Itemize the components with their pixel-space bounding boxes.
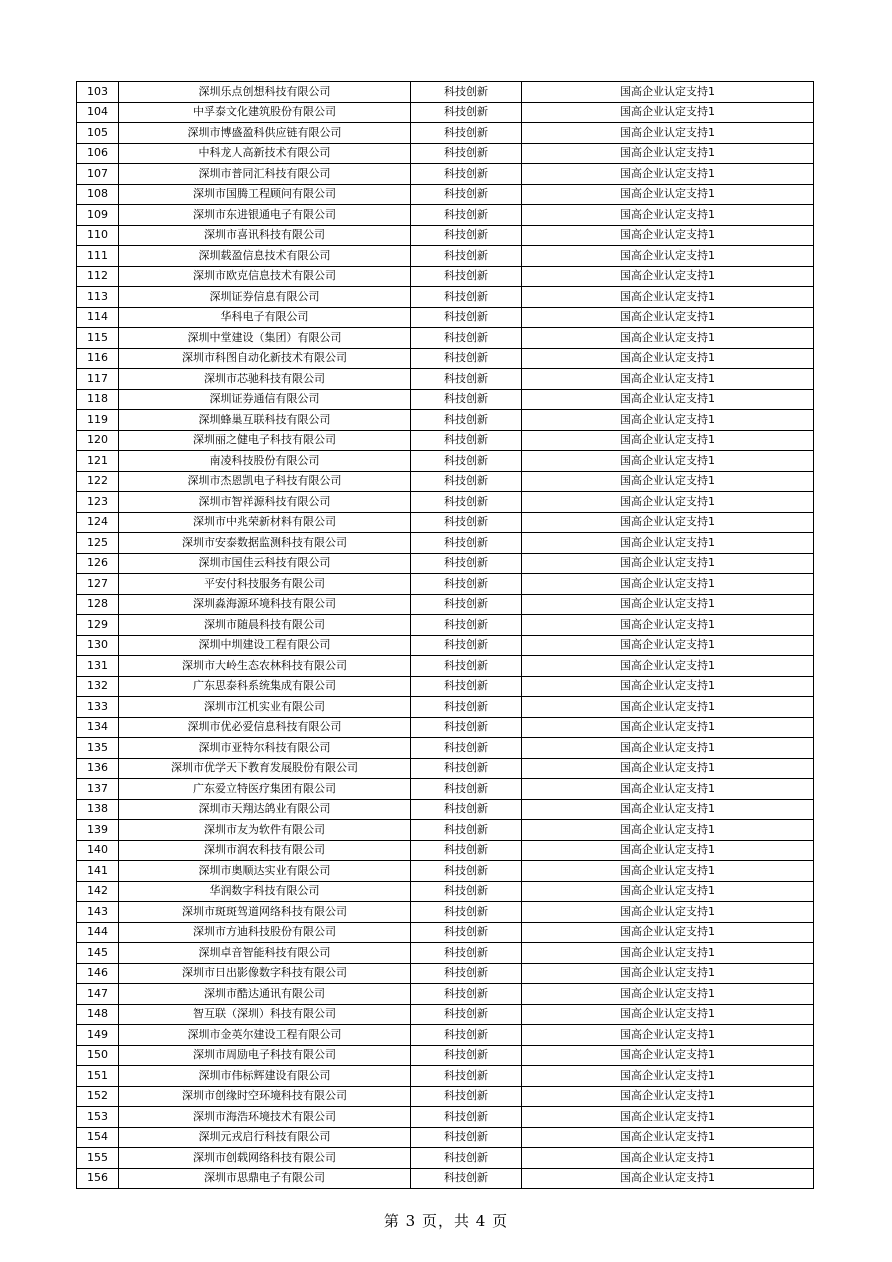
row-number: 132: [77, 676, 119, 697]
support-item: 国高企业认定支持1: [522, 820, 814, 841]
company-name: 广东爱立特医疗集团有限公司: [119, 779, 411, 800]
table-row: [77, 348, 814, 369]
support-item: 国高企业认定支持1: [522, 471, 814, 492]
company-name: 深圳市斑斑驾道网络科技有限公司: [119, 902, 411, 923]
category: 科技创新: [411, 717, 522, 738]
category: 科技创新: [411, 246, 522, 267]
table-row: [77, 594, 814, 615]
support-item: 国高企业认定支持1: [522, 656, 814, 677]
support-item: 国高企业认定支持1: [522, 246, 814, 267]
support-item: 国高企业认定支持1: [522, 594, 814, 615]
support-item: 国高企业认定支持1: [522, 266, 814, 287]
table-row: [77, 451, 814, 472]
table-row: [77, 102, 814, 123]
table-row: [77, 1066, 814, 1087]
company-name: 深圳元戎启行科技有限公司: [119, 1127, 411, 1148]
company-name: 深圳市博盛盈科供应链有限公司: [119, 123, 411, 144]
support-item: 国高企业认定支持1: [522, 1086, 814, 1107]
row-number: 156: [77, 1168, 119, 1189]
company-name: 深圳市喜讯科技有限公司: [119, 225, 411, 246]
category: 科技创新: [411, 676, 522, 697]
table-row: [77, 1045, 814, 1066]
row-number: 134: [77, 717, 119, 738]
row-number: 147: [77, 984, 119, 1005]
table-row: [77, 738, 814, 759]
company-name: 深圳市随晨科技有限公司: [119, 615, 411, 636]
support-item: 国高企业认定支持1: [522, 1107, 814, 1128]
row-number: 137: [77, 779, 119, 800]
category: 科技创新: [411, 799, 522, 820]
table-row: [77, 635, 814, 656]
table-row: [77, 902, 814, 923]
company-name: 深圳卓音智能科技有限公司: [119, 943, 411, 964]
support-item: 国高企业认定支持1: [522, 840, 814, 861]
category: 科技创新: [411, 348, 522, 369]
company-name: 深圳市智祥源科技有限公司: [119, 492, 411, 513]
support-item: 国高企业认定支持1: [522, 881, 814, 902]
support-item: 国高企业认定支持1: [522, 553, 814, 574]
row-number: 111: [77, 246, 119, 267]
row-number: 140: [77, 840, 119, 861]
support-item: 国高企业认定支持1: [522, 512, 814, 533]
category: 科技创新: [411, 779, 522, 800]
category: 科技创新: [411, 840, 522, 861]
table-row: [77, 430, 814, 451]
row-number: 114: [77, 307, 119, 328]
table-row: [77, 143, 814, 164]
company-name: 中科龙人高新技术有限公司: [119, 143, 411, 164]
company-name: 深圳证券通信有限公司: [119, 389, 411, 410]
row-number: 128: [77, 594, 119, 615]
company-name: 深圳市友为软件有限公司: [119, 820, 411, 841]
category: 科技创新: [411, 820, 522, 841]
company-name: 深圳乐点创想科技有限公司: [119, 82, 411, 103]
table-row: [77, 615, 814, 636]
company-name: 深圳市优必爱信息科技有限公司: [119, 717, 411, 738]
company-name: 南凌科技股份有限公司: [119, 451, 411, 472]
company-name: 深圳证券信息有限公司: [119, 287, 411, 308]
company-name: 深圳市伟标辉建设有限公司: [119, 1066, 411, 1087]
category: 科技创新: [411, 164, 522, 185]
support-item: 国高企业认定支持1: [522, 369, 814, 390]
company-name: 深圳淼海源环境科技有限公司: [119, 594, 411, 615]
row-number: 108: [77, 184, 119, 205]
table-row: [77, 82, 814, 103]
company-name: 深圳市日出影像数字科技有限公司: [119, 963, 411, 984]
company-name: 深圳中堂建设（集团）有限公司: [119, 328, 411, 349]
row-number: 104: [77, 102, 119, 123]
table-row: [77, 246, 814, 267]
company-name: 华润数字科技有限公司: [119, 881, 411, 902]
row-number: 122: [77, 471, 119, 492]
category: 科技创新: [411, 1004, 522, 1025]
row-number: 131: [77, 656, 119, 677]
row-number: 145: [77, 943, 119, 964]
table-row: [77, 1127, 814, 1148]
support-item: 国高企业认定支持1: [522, 697, 814, 718]
category: 科技创新: [411, 1107, 522, 1128]
table-row: [77, 697, 814, 718]
table-row: [77, 943, 814, 964]
table-row: [77, 779, 814, 800]
row-number: 106: [77, 143, 119, 164]
support-item: 国高企业认定支持1: [522, 307, 814, 328]
category: 科技创新: [411, 410, 522, 431]
row-number: 115: [77, 328, 119, 349]
company-name: 深圳市金英尔建设工程有限公司: [119, 1025, 411, 1046]
category: 科技创新: [411, 881, 522, 902]
row-number: 109: [77, 205, 119, 226]
row-number: 133: [77, 697, 119, 718]
category: 科技创新: [411, 143, 522, 164]
table-row: [77, 328, 814, 349]
category: 科技创新: [411, 738, 522, 759]
table-row: [77, 799, 814, 820]
row-number: 146: [77, 963, 119, 984]
company-name: 深圳市东进银通电子有限公司: [119, 205, 411, 226]
row-number: 103: [77, 82, 119, 103]
category: 科技创新: [411, 205, 522, 226]
table-row: [77, 205, 814, 226]
table-row: [77, 410, 814, 431]
company-name: 广东思泰科系统集成有限公司: [119, 676, 411, 697]
table-row: [77, 492, 814, 513]
table-row: [77, 881, 814, 902]
company-name: 平安付科技服务有限公司: [119, 574, 411, 595]
category: 科技创新: [411, 553, 522, 574]
table-row: [77, 1004, 814, 1025]
company-name: 深圳蜂巢互联科技有限公司: [119, 410, 411, 431]
support-item: 国高企业认定支持1: [522, 492, 814, 513]
row-number: 154: [77, 1127, 119, 1148]
category: 科技创新: [411, 1045, 522, 1066]
company-name: 深圳市江机实业有限公司: [119, 697, 411, 718]
support-item: 国高企业认定支持1: [522, 574, 814, 595]
company-name: 深圳市安泰数据监测科技有限公司: [119, 533, 411, 554]
row-number: 142: [77, 881, 119, 902]
support-item: 国高企业认定支持1: [522, 963, 814, 984]
support-item: 国高企业认定支持1: [522, 676, 814, 697]
category: 科技创新: [411, 1148, 522, 1169]
support-item: 国高企业认定支持1: [522, 82, 814, 103]
row-number: 121: [77, 451, 119, 472]
category: 科技创新: [411, 635, 522, 656]
row-number: 119: [77, 410, 119, 431]
company-table: [76, 81, 814, 1189]
table-row: [77, 123, 814, 144]
table-row: [77, 369, 814, 390]
category: 科技创新: [411, 1168, 522, 1189]
row-number: 150: [77, 1045, 119, 1066]
company-name: 深圳市酷达通讯有限公司: [119, 984, 411, 1005]
table-row: [77, 1168, 814, 1189]
company-name: 深圳市普同汇科技有限公司: [119, 164, 411, 185]
category: 科技创新: [411, 512, 522, 533]
category: 科技创新: [411, 102, 522, 123]
table-row: [77, 1086, 814, 1107]
company-name: 深圳市欧克信息技术有限公司: [119, 266, 411, 287]
category: 科技创新: [411, 533, 522, 554]
row-number: 110: [77, 225, 119, 246]
table-row: [77, 553, 814, 574]
category: 科技创新: [411, 1066, 522, 1087]
row-number: 107: [77, 164, 119, 185]
support-item: 国高企业认定支持1: [522, 758, 814, 779]
row-number: 153: [77, 1107, 119, 1128]
category: 科技创新: [411, 574, 522, 595]
row-number: 139: [77, 820, 119, 841]
row-number: 126: [77, 553, 119, 574]
row-number: 152: [77, 1086, 119, 1107]
category: 科技创新: [411, 184, 522, 205]
support-item: 国高企业认定支持1: [522, 123, 814, 144]
category: 科技创新: [411, 328, 522, 349]
table-row: [77, 287, 814, 308]
table-row: [77, 307, 814, 328]
company-name: 深圳市科图自动化新技术有限公司: [119, 348, 411, 369]
support-item: 国高企业认定支持1: [522, 799, 814, 820]
support-item: 国高企业认定支持1: [522, 348, 814, 369]
row-number: 141: [77, 861, 119, 882]
support-item: 国高企业认定支持1: [522, 984, 814, 1005]
company-list: [76, 81, 813, 1189]
row-number: 113: [77, 287, 119, 308]
table-row: [77, 533, 814, 554]
support-item: 国高企业认定支持1: [522, 1148, 814, 1169]
category: 科技创新: [411, 307, 522, 328]
company-name: 深圳市创载网络科技有限公司: [119, 1148, 411, 1169]
table-row: [77, 574, 814, 595]
table-row: [77, 758, 814, 779]
table-row: [77, 1148, 814, 1169]
row-number: 105: [77, 123, 119, 144]
row-number: 124: [77, 512, 119, 533]
table-row: [77, 225, 814, 246]
row-number: 130: [77, 635, 119, 656]
row-number: 129: [77, 615, 119, 636]
table-row: [77, 389, 814, 410]
category: 科技创新: [411, 389, 522, 410]
company-name: 深圳市芯驰科技有限公司: [119, 369, 411, 390]
row-number: 155: [77, 1148, 119, 1169]
support-item: 国高企业认定支持1: [522, 1168, 814, 1189]
row-number: 117: [77, 369, 119, 390]
table-row: [77, 184, 814, 205]
support-item: 国高企业认定支持1: [522, 902, 814, 923]
company-name: 深圳市亚特尔科技有限公司: [119, 738, 411, 759]
table-row: [77, 1107, 814, 1128]
support-item: 国高企业认定支持1: [522, 205, 814, 226]
category: 科技创新: [411, 594, 522, 615]
company-name: 深圳市海浩环境技术有限公司: [119, 1107, 411, 1128]
support-item: 国高企业认定支持1: [522, 225, 814, 246]
row-number: 116: [77, 348, 119, 369]
table-row: [77, 840, 814, 861]
row-number: 148: [77, 1004, 119, 1025]
company-name: 深圳市奥顺达实业有限公司: [119, 861, 411, 882]
table-body: [77, 82, 814, 1189]
table-row: [77, 676, 814, 697]
table-row: [77, 512, 814, 533]
support-item: 国高企业认定支持1: [522, 635, 814, 656]
support-item: 国高企业认定支持1: [522, 738, 814, 759]
company-name: 深圳市优学天下教育发展股份有限公司: [119, 758, 411, 779]
page-footer: 第 3 页，共 4 页: [383, 1212, 509, 1230]
support-item: 国高企业认定支持1: [522, 943, 814, 964]
support-item: 国高企业认定支持1: [522, 1004, 814, 1025]
support-item: 国高企业认定支持1: [522, 328, 814, 349]
category: 科技创新: [411, 225, 522, 246]
row-number: 136: [77, 758, 119, 779]
table-row: [77, 984, 814, 1005]
category: 科技创新: [411, 615, 522, 636]
company-name: 深圳市方迪科技股份有限公司: [119, 922, 411, 943]
company-name: 深圳市中兆荣新材料有限公司: [119, 512, 411, 533]
support-item: 国高企业认定支持1: [522, 1127, 814, 1148]
row-number: 149: [77, 1025, 119, 1046]
category: 科技创新: [411, 1025, 522, 1046]
row-number: 112: [77, 266, 119, 287]
company-name: 深圳市天翔达鸽业有限公司: [119, 799, 411, 820]
category: 科技创新: [411, 902, 522, 923]
support-item: 国高企业认定支持1: [522, 451, 814, 472]
company-name: 深圳市大岭生态农林科技有限公司: [119, 656, 411, 677]
category: 科技创新: [411, 1086, 522, 1107]
company-name: 深圳市思鼎电子有限公司: [119, 1168, 411, 1189]
table-row: [77, 266, 814, 287]
category: 科技创新: [411, 430, 522, 451]
support-item: 国高企业认定支持1: [522, 779, 814, 800]
table-row: [77, 164, 814, 185]
table-row: [77, 922, 814, 943]
support-item: 国高企业认定支持1: [522, 717, 814, 738]
support-item: 国高企业认定支持1: [522, 922, 814, 943]
category: 科技创新: [411, 123, 522, 144]
table-row: [77, 656, 814, 677]
category: 科技创新: [411, 922, 522, 943]
company-name: 中孚泰文化建筑股份有限公司: [119, 102, 411, 123]
support-item: 国高企业认定支持1: [522, 410, 814, 431]
company-name: 智互联（深圳）科技有限公司: [119, 1004, 411, 1025]
support-item: 国高企业认定支持1: [522, 533, 814, 554]
category: 科技创新: [411, 287, 522, 308]
row-number: 127: [77, 574, 119, 595]
row-number: 151: [77, 1066, 119, 1087]
company-name: 深圳市润农科技有限公司: [119, 840, 411, 861]
row-number: 118: [77, 389, 119, 410]
support-item: 国高企业认定支持1: [522, 143, 814, 164]
support-item: 国高企业认定支持1: [522, 1066, 814, 1087]
category: 科技创新: [411, 82, 522, 103]
category: 科技创新: [411, 758, 522, 779]
category: 科技创新: [411, 963, 522, 984]
company-name: 深圳市周励电子科技有限公司: [119, 1045, 411, 1066]
company-name: 深圳市国佳云科技有限公司: [119, 553, 411, 574]
category: 科技创新: [411, 656, 522, 677]
support-item: 国高企业认定支持1: [522, 615, 814, 636]
table-row: [77, 1025, 814, 1046]
category: 科技创新: [411, 266, 522, 287]
support-item: 国高企业认定支持1: [522, 164, 814, 185]
row-number: 144: [77, 922, 119, 943]
category: 科技创新: [411, 451, 522, 472]
row-number: 120: [77, 430, 119, 451]
table-row: [77, 471, 814, 492]
support-item: 国高企业认定支持1: [522, 861, 814, 882]
company-name: 深圳市国腾工程顾问有限公司: [119, 184, 411, 205]
support-item: 国高企业认定支持1: [522, 430, 814, 451]
support-item: 国高企业认定支持1: [522, 1025, 814, 1046]
support-item: 国高企业认定支持1: [522, 102, 814, 123]
row-number: 143: [77, 902, 119, 923]
category: 科技创新: [411, 1127, 522, 1148]
row-number: 135: [77, 738, 119, 759]
company-name: 深圳载盈信息技术有限公司: [119, 246, 411, 267]
support-item: 国高企业认定支持1: [522, 389, 814, 410]
support-item: 国高企业认定支持1: [522, 184, 814, 205]
category: 科技创新: [411, 697, 522, 718]
table-row: [77, 963, 814, 984]
table-row: [77, 820, 814, 841]
category: 科技创新: [411, 471, 522, 492]
category: 科技创新: [411, 492, 522, 513]
support-item: 国高企业认定支持1: [522, 287, 814, 308]
support-item: 国高企业认定支持1: [522, 1045, 814, 1066]
row-number: 125: [77, 533, 119, 554]
table-row: [77, 861, 814, 882]
table-row: [77, 717, 814, 738]
company-name: 深圳丽之健电子科技有限公司: [119, 430, 411, 451]
category: 科技创新: [411, 984, 522, 1005]
company-name: 深圳市杰恩凯电子科技有限公司: [119, 471, 411, 492]
row-number: 123: [77, 492, 119, 513]
category: 科技创新: [411, 369, 522, 390]
row-number: 138: [77, 799, 119, 820]
company-name: 深圳市创缘时空环境科技有限公司: [119, 1086, 411, 1107]
company-name: 华科电子有限公司: [119, 307, 411, 328]
category: 科技创新: [411, 943, 522, 964]
company-name: 深圳中圳建设工程有限公司: [119, 635, 411, 656]
category: 科技创新: [411, 861, 522, 882]
